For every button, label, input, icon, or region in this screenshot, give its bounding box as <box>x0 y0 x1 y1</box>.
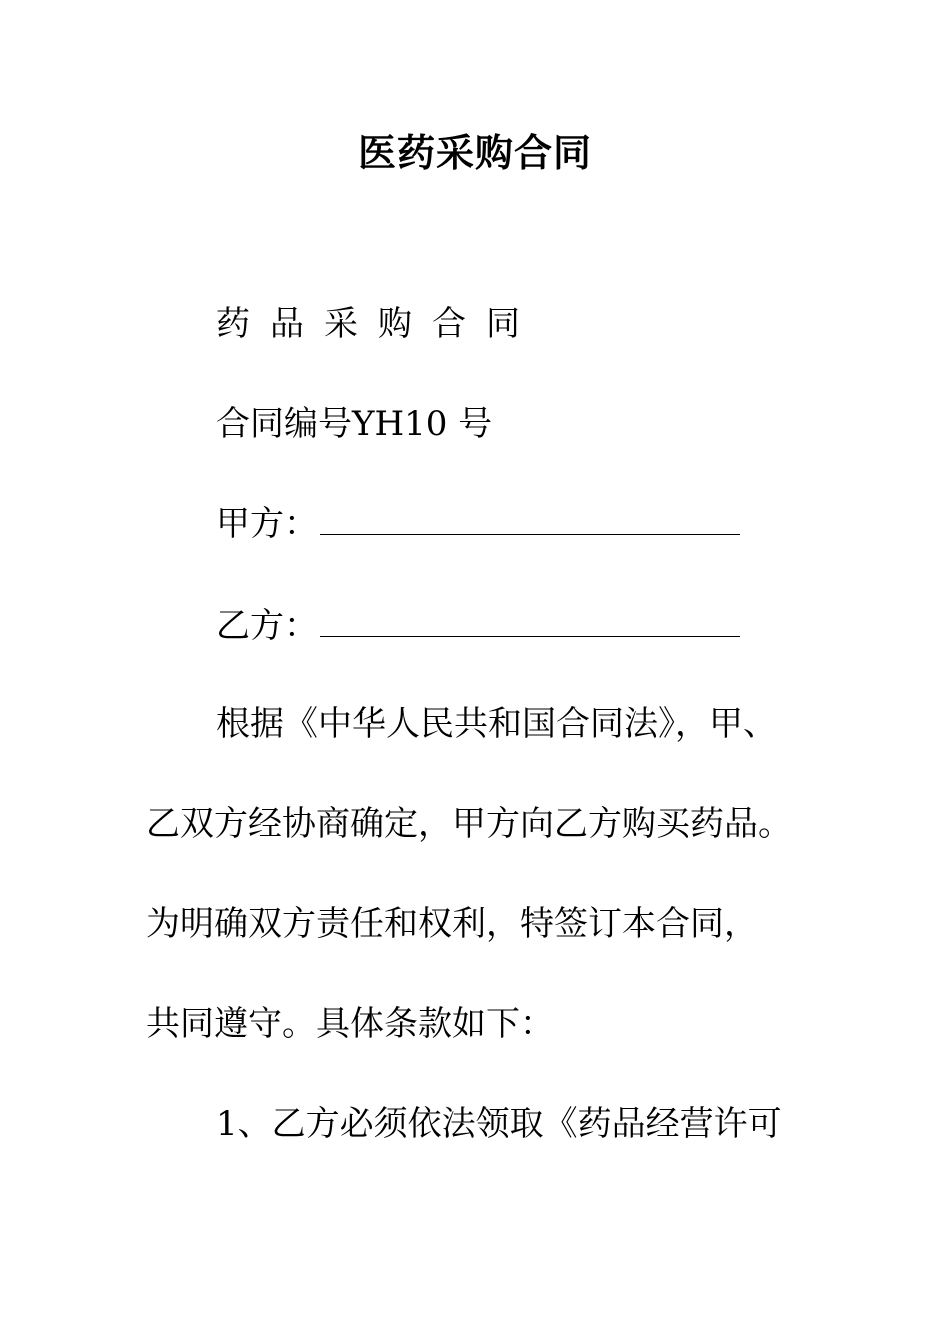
body-line: 根据《中华人民共和国合同法》，甲、 <box>216 704 777 744</box>
document-subtitle: 药品采购合同 <box>216 304 540 344</box>
body-line: 1、乙方必须依法领取《药品经营许可 <box>216 1104 782 1144</box>
party-a-label: 甲方： <box>216 504 318 544</box>
party-b-blank <box>320 606 740 637</box>
body-line: 乙双方经协商确定，甲方向乙方购买药品。 <box>146 804 792 844</box>
party-b-line <box>216 604 740 648</box>
party-a-blank <box>320 504 740 535</box>
body-line: 为明确双方责任和权利，特签订本合同， <box>146 904 758 944</box>
document-title: 医药采购合同 <box>357 130 592 175</box>
party-a-line <box>216 502 740 546</box>
party-b-label: 乙方： <box>216 606 318 646</box>
contract-number: 合同编号YH10 号 <box>216 404 493 444</box>
body-line: 共同遵守。具体条款如下： <box>146 1004 554 1044</box>
